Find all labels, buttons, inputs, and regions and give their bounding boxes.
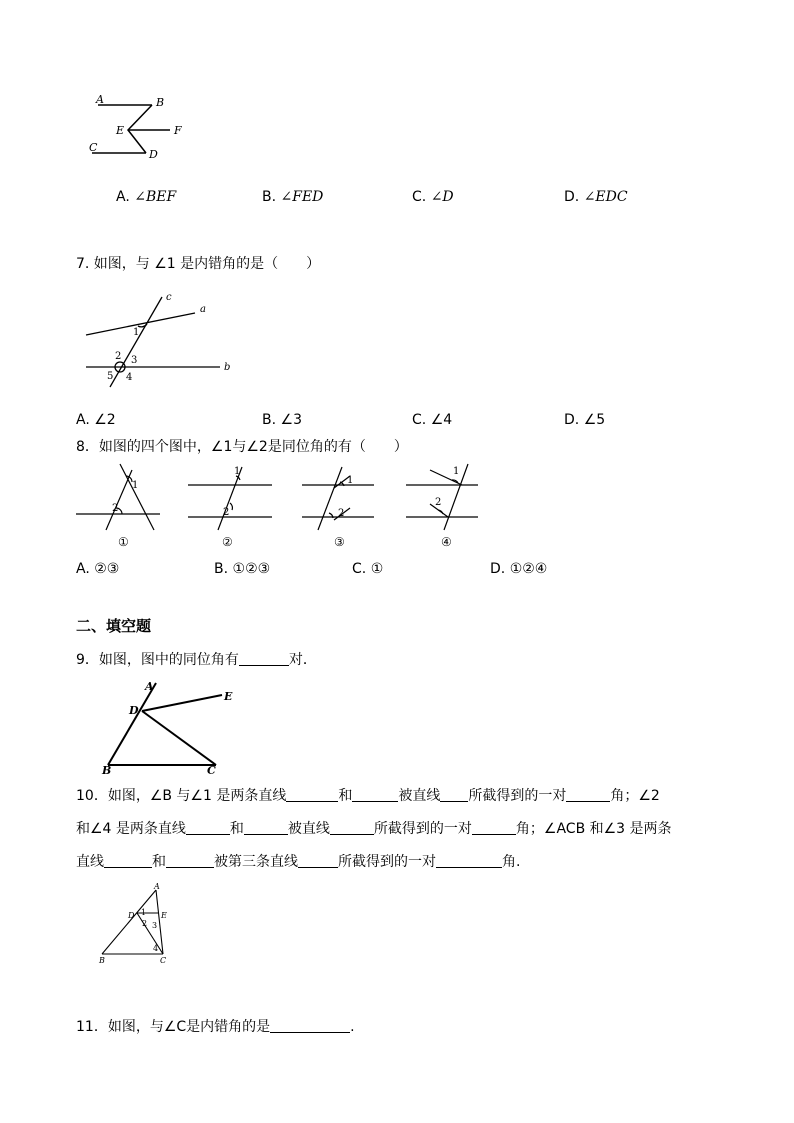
caption-1: ① xyxy=(118,535,129,549)
figure-q8-3 xyxy=(302,467,374,530)
fig4-angle-1-label: 1 xyxy=(453,466,460,477)
text: 和∠4 是两条直线 xyxy=(76,821,186,837)
line-a xyxy=(86,313,195,335)
answer-blank[interactable] xyxy=(104,853,152,868)
q9-suffix: 对． xyxy=(288,652,317,668)
q10-line-3 xyxy=(76,851,520,871)
answer-blank[interactable] xyxy=(330,820,374,835)
angle-3-label: 3 xyxy=(152,921,158,930)
q6-option-c[interactable] xyxy=(412,189,454,205)
answer-blank[interactable] xyxy=(270,1018,350,1033)
text: 和 xyxy=(338,788,353,804)
answer-blank[interactable] xyxy=(286,787,338,802)
text: 角；∠ACB 和∠3 是两条 xyxy=(515,821,672,837)
text: 所截得到的一对 xyxy=(468,788,567,804)
text: 被直线 xyxy=(287,821,330,837)
angle-4-label: 4 xyxy=(126,372,133,383)
text: 所截得到的一对 xyxy=(373,821,472,837)
fig4-angle-2-label: 2 xyxy=(435,497,442,508)
text: 直线 xyxy=(76,854,104,870)
figure-q8-4 xyxy=(406,464,478,530)
angle-1-label: 1 xyxy=(133,327,140,338)
point-a-label: A xyxy=(145,680,154,693)
text: 和 xyxy=(152,854,166,870)
point-e-label: E xyxy=(161,911,167,920)
section-title: 二、填空题 xyxy=(76,617,152,635)
q8-option-b[interactable] xyxy=(214,561,270,577)
text: 被直线 xyxy=(398,788,441,804)
point-d-label: D xyxy=(129,704,139,717)
option-letter: C. xyxy=(412,412,427,428)
option-text: ∠EDC xyxy=(583,189,628,205)
fig3-angle-1-label: 1 xyxy=(347,475,354,486)
option-letter: C. xyxy=(352,561,367,577)
line-a-label: a xyxy=(200,304,206,315)
answer-blank[interactable] xyxy=(298,853,338,868)
option-letter: B. xyxy=(262,189,277,205)
point-c-label: C xyxy=(89,141,98,154)
point-a-label: A xyxy=(96,93,104,106)
option-text: ②③ xyxy=(94,561,120,577)
q7-option-d[interactable] xyxy=(564,412,605,428)
option-letter: A. xyxy=(76,561,90,577)
q9-prefix: 9．如图，图中的同位角有 xyxy=(76,652,239,668)
q7-option-b[interactable] xyxy=(262,412,302,428)
line-de xyxy=(142,695,222,711)
text: 被第三条直线 xyxy=(214,854,298,870)
q8-option-c[interactable] xyxy=(352,561,383,577)
option-text: ∠2 xyxy=(94,412,116,428)
answer-blank[interactable] xyxy=(166,853,214,868)
angle-2-label: 2 xyxy=(115,351,122,362)
option-letter: D. xyxy=(490,561,506,577)
fig2-angle-2-label: 2 xyxy=(223,507,230,518)
q7-question: 7. 如图，与 ∠1 是内错角的是（ ） xyxy=(76,256,321,272)
line-ab xyxy=(102,890,159,954)
option-letter: C. xyxy=(412,189,427,205)
figure-q9 xyxy=(100,678,240,778)
text: 和 xyxy=(229,821,244,837)
point-e-label: E xyxy=(116,124,125,137)
q8-question: 8．如图的四个图中，∠1与∠2是同位角的有（ ） xyxy=(76,439,408,455)
option-letter: A. xyxy=(116,189,130,205)
q7-option-c[interactable] xyxy=(412,412,452,428)
answer-blank[interactable] xyxy=(436,853,502,868)
line-ab xyxy=(108,683,156,765)
option-text: ∠BEF xyxy=(134,189,177,205)
point-e-label: E xyxy=(224,690,233,703)
line-b-label: b xyxy=(224,362,231,373)
q6-option-b[interactable] xyxy=(262,189,323,205)
answer-blank[interactable] xyxy=(352,787,398,802)
answer-blank[interactable] xyxy=(440,787,468,802)
option-text: ∠3 xyxy=(280,412,302,428)
figure-q10 xyxy=(95,882,185,967)
caption-2: ② xyxy=(222,535,233,549)
caption-4: ④ xyxy=(441,535,452,549)
q8-option-d[interactable] xyxy=(490,561,547,577)
option-letter: A. xyxy=(76,412,90,428)
option-letter: B. xyxy=(214,561,229,577)
option-text: ∠D xyxy=(430,189,454,205)
line-b-e-d xyxy=(128,105,152,153)
figure-q7 xyxy=(80,290,240,390)
q11-question xyxy=(76,1016,355,1036)
line-c-label: c xyxy=(166,292,172,303)
point-a-label: A xyxy=(154,882,160,891)
line-dc xyxy=(142,711,216,765)
angle-2-label: 2 xyxy=(142,919,148,928)
answer-blank[interactable] xyxy=(244,820,288,835)
text: 角；∠2 xyxy=(610,788,660,804)
point-d-label: D xyxy=(128,911,135,920)
option-text: ①②④ xyxy=(509,561,548,577)
option-text: ∠5 xyxy=(583,412,606,428)
option-letter: D. xyxy=(564,412,580,428)
angle-1-label: 1 xyxy=(141,908,147,917)
point-b-label: B xyxy=(156,96,165,109)
q10-line-1 xyxy=(76,785,660,805)
fig1-angle-1-label: 1 xyxy=(132,480,139,491)
fig2-angle-1-label: 1 xyxy=(234,466,241,477)
angle-5-label: 5 xyxy=(107,371,114,382)
answer-blank[interactable] xyxy=(186,820,230,835)
q7-option-a[interactable] xyxy=(76,412,116,428)
angle-4-label: 4 xyxy=(153,944,159,953)
option-letter: D. xyxy=(564,189,580,205)
fig3-angle-2-label: 2 xyxy=(338,508,345,519)
q8-option-a[interactable] xyxy=(76,561,119,577)
option-text: ①②③ xyxy=(232,561,271,577)
option-text: ∠FED xyxy=(280,189,324,205)
line-c xyxy=(110,297,162,387)
text: 角. xyxy=(502,854,521,870)
point-c-label: C xyxy=(160,956,167,965)
point-b-label: B xyxy=(99,956,105,965)
q11-prefix: 11．如图，与∠C是内错角的是 xyxy=(76,1019,271,1035)
point-b-label: B xyxy=(102,764,112,777)
figure-q8 xyxy=(70,458,490,553)
fig1-angle-2-label: 2 xyxy=(112,503,119,514)
point-c-label: C xyxy=(207,764,216,777)
point-d-label: D xyxy=(149,148,158,161)
angle-3-label: 3 xyxy=(131,355,138,366)
answer-blank[interactable] xyxy=(566,787,610,802)
q6-option-a[interactable] xyxy=(116,189,176,205)
figure-q8-2 xyxy=(188,467,272,530)
point-f-label: F xyxy=(174,124,182,137)
option-letter: B. xyxy=(262,412,277,428)
q11-suffix: . xyxy=(350,1019,355,1035)
figure-q6 xyxy=(80,90,200,170)
option-text: ① xyxy=(370,561,384,577)
answer-blank[interactable] xyxy=(472,820,516,835)
q6-option-d[interactable] xyxy=(564,189,628,205)
text: 所截得到的一对 xyxy=(338,854,436,870)
caption-3: ③ xyxy=(334,535,345,549)
q9-question xyxy=(76,649,317,669)
figure-q8-1 xyxy=(76,464,160,530)
answer-blank[interactable] xyxy=(239,651,289,666)
option-text: ∠4 xyxy=(430,412,453,428)
text: 10．如图，∠B 与∠1 是两条直线 xyxy=(76,788,287,804)
q10-line-2 xyxy=(76,818,672,838)
